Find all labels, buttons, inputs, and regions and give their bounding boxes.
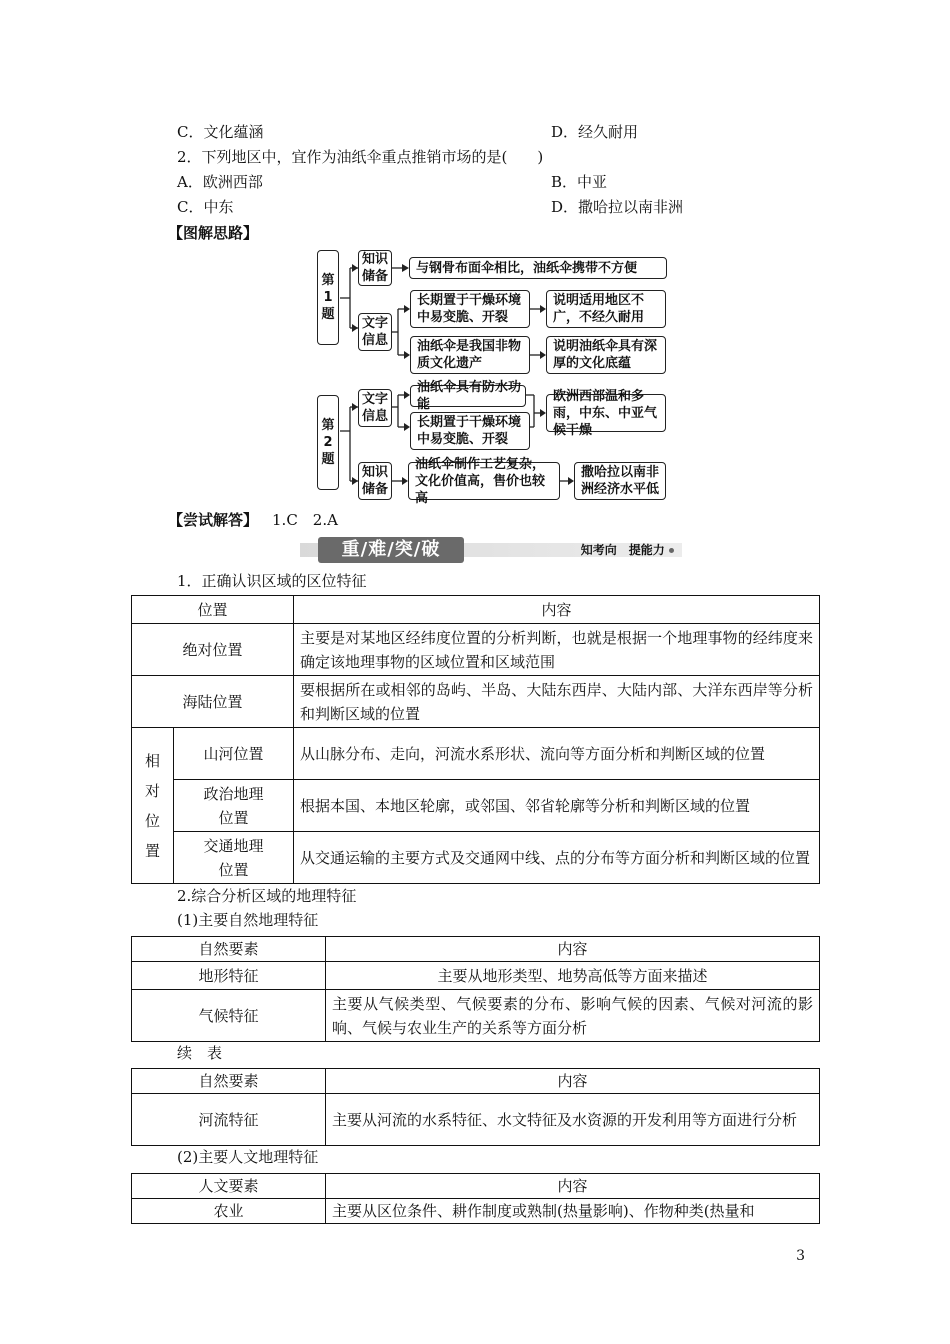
diagram-q1-knowledge-result: 与钢骨布面伞相比，油纸伞携带不方便 <box>409 257 667 279</box>
table-row: 交通地理位置 从交通运输的主要方式及交通网中线、点的分布等方面分析和判断区域的位置 <box>132 832 820 884</box>
diagram-q1-text-info: 文字信息 <box>358 313 392 351</box>
location-table <box>131 595 820 884</box>
diagram-q2-knowledge: 知识储备 <box>358 462 392 500</box>
diagram-q1-knowledge: 知识储备 <box>358 250 392 286</box>
page-number: 3 <box>796 1248 805 1264</box>
banner-right: 知考向 提能力 <box>581 541 674 559</box>
sec2-sub2: (2)主要人文地理特征 <box>177 1148 319 1166</box>
table-header: 自然要素 内容 <box>132 1069 820 1094</box>
diagram-q1-label: 第1题 <box>317 250 339 345</box>
table-row: 气候特征 主要从气候类型、气候要素的分布、影响气候的因素、气候对河流的影响、气候与农业生产的关系等方面分析 <box>132 990 820 1042</box>
sec2-heading: 2.综合分析区域的地理特征 <box>177 887 357 905</box>
table-header: 人文要素 内容 <box>132 1174 820 1199</box>
diagram-q2-text-b: 长期置于干燥环境中易变脆、开裂 <box>410 412 530 450</box>
q1-option-d: D．经久耐用 <box>551 123 639 141</box>
diagram-q2-text-info: 文字信息 <box>358 389 392 427</box>
sec1-heading: 1．正确认识区域的区位特征 <box>177 572 367 590</box>
table-row: 河流特征 主要从河流的水系特征、水文特征及水资源的开发利用等方面进行分析 <box>132 1094 820 1146</box>
table-row: 政治地理位置 根据本国、本地区轮廓，或邻国、邻省轮廓等分析和判断区域的位置 <box>132 780 820 832</box>
diagram-q1-text-b-result: 说明油纸伞具有深厚的文化底蕴 <box>546 336 666 374</box>
natural-table-continued <box>131 1068 820 1146</box>
diagram-q1-text-a-result: 说明适用地区不广，不经久耐用 <box>546 290 666 328</box>
table-row: 农业 主要从区位条件、耕作制度或熟制(热量影响)、作物种类(热量和 <box>132 1199 820 1224</box>
diagram-q2-knowledge-a: 油纸伞制作工艺复杂，文化价值高，售价也较高 <box>408 462 560 500</box>
diagram-q2-knowledge-result: 撒哈拉以南非洲经济水平低 <box>574 462 666 500</box>
q2-option-b: B．中亚 <box>551 173 608 191</box>
table-row: 相对位置 山河位置 从山脉分布、走向，河流水系形状、流向等方面分析和判断区域的位置 <box>132 728 820 780</box>
answer-text: 1.C 2.A <box>272 511 338 529</box>
table-row: 地形特征 主要从地形类型、地势高低等方面来描述 <box>132 962 820 990</box>
q1-option-c: C．文化蕴涵 <box>177 123 264 141</box>
banner-title: 重/难/突/破 <box>318 537 464 563</box>
natural-table <box>131 936 820 1042</box>
section-banner <box>300 537 682 563</box>
header-content: 内容 <box>294 596 820 624</box>
diagram-q2-text-a: 油纸伞具有防水功能 <box>410 385 526 407</box>
table-row: 绝对位置 主要是对某地区经纬度位置的分析判断，也就是根据一个地理事物的经纬度来确定该地理事物的区域位置和区域范围 <box>132 624 820 676</box>
answer-line <box>168 509 338 531</box>
tujie-label: 【图解思路】 <box>168 224 259 242</box>
diagram-q1-text-b: 油纸伞是我国非物质文化遗产 <box>410 336 530 374</box>
q2-option-c: C．中东 <box>177 198 234 216</box>
answer-label: 【尝试解答】 <box>168 511 259 529</box>
diagram-q2-text-result: 欧洲西部温和多雨，中东、中亚气候干燥 <box>546 394 666 432</box>
q2-option-a: A．欧洲西部 <box>177 173 263 191</box>
continued-label: 续 表 <box>177 1044 223 1062</box>
q2-option-d: D．撒哈拉以南非洲 <box>551 198 684 216</box>
table-header <box>132 596 820 624</box>
table-row: 海陆位置 要根据所在或相邻的岛屿、半岛、大陆东西岸、大陆内部、大洋东西岸等分析和判断区域的位置 <box>132 676 820 728</box>
table-header: 自然要素 内容 <box>132 937 820 962</box>
diagram-q2-label: 第2题 <box>317 395 339 490</box>
diagram-q1-text-a: 长期置于干燥环境中易变脆、开裂 <box>410 290 530 328</box>
sec2-sub1: (1)主要自然地理特征 <box>177 911 319 929</box>
relative-position-label: 相对位置 <box>132 728 174 884</box>
human-table <box>131 1173 820 1224</box>
header-position: 位置 <box>132 596 294 624</box>
bullet-icon <box>669 548 674 553</box>
q2-stem: 2．下列地区中，宜作为油纸伞重点推销市场的是( ) <box>177 148 544 166</box>
